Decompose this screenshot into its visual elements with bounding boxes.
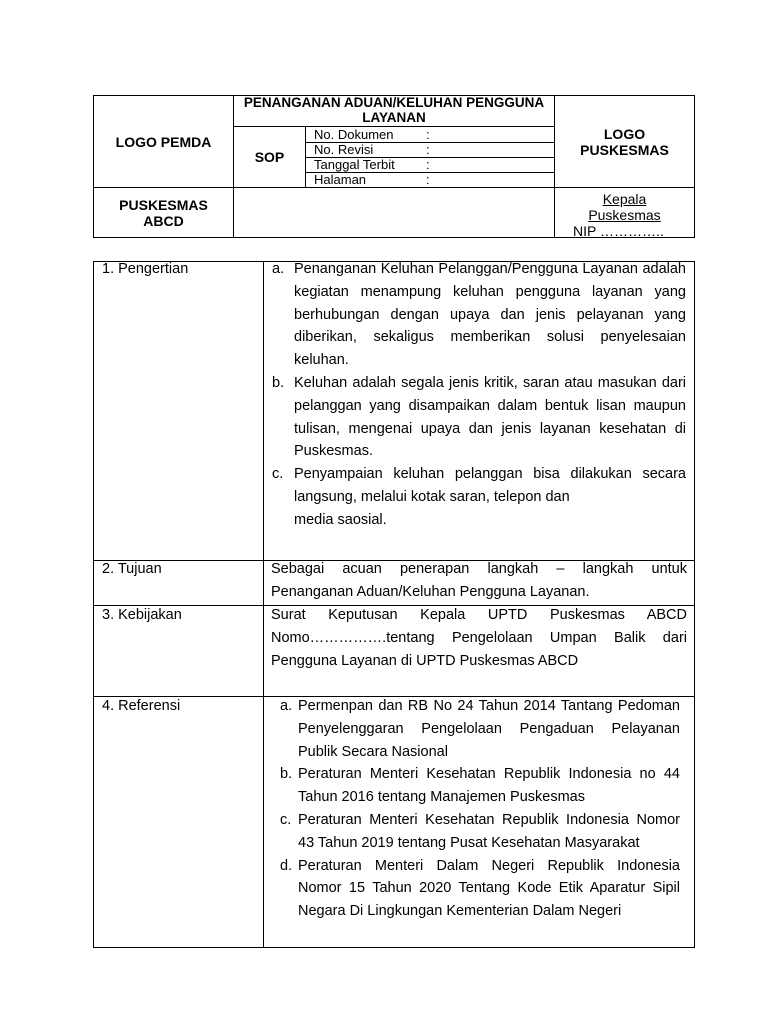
- list-item: [280, 695, 680, 763]
- pengertian-list: [272, 258, 686, 532]
- section-body-kebijakan: Surat Keputusan Kepala UPTD Puskesmas ABCD Nomo…………….tentang Pengelolaan Umpan Balik dari Pengguna Layanan di UPTD Puskesmas ABCD: [271, 607, 687, 669]
- list-marker: a.: [280, 698, 293, 714]
- puskesmas-name-line2: ABCD: [143, 213, 184, 229]
- logo-pemda: LOGO PEMDA: [115, 133, 212, 150]
- nip: NIP …………..: [573, 223, 664, 239]
- kepala-line1: Kepala: [602, 191, 647, 207]
- section-body-tujuan: Sebagai acuan penerapan langkah – langkah untuk Penanganan Aduan/Keluhan Pengguna Layanan.: [271, 561, 687, 600]
- list-item: [272, 258, 686, 372]
- list-marker: b.: [280, 766, 293, 783]
- list-marker: c.: [280, 811, 292, 828]
- list-marker: c.: [272, 466, 284, 483]
- kepala-block: [555, 188, 694, 237]
- meta-value: :: [426, 142, 430, 157]
- list-marker: b.: [272, 374, 285, 391]
- meta-block: [306, 127, 554, 187]
- puskesmas-name-line1: PUSKESMAS: [119, 197, 208, 213]
- list-item-text-continued: media saosial.: [294, 511, 387, 528]
- list-marker: d.: [280, 857, 293, 874]
- section-label-tujuan: 2. Tujuan: [102, 561, 162, 577]
- list-item-text: Peraturan Menteri Kesehatan Republik Indonesia Nomor 43 Tahun 2019 tentang Pusat Kesehatan Masyarakat: [298, 811, 680, 851]
- logo-puskesmas: [555, 96, 694, 187]
- referensi-list: [280, 695, 680, 923]
- section-label-pengertian: 1. Pengertian: [102, 261, 189, 277]
- meta-label: No. Revisi: [314, 142, 374, 157]
- meta-value: :: [426, 172, 430, 187]
- sop-label: SOP: [254, 149, 285, 165]
- logo-puskesmas-line1: LOGO: [603, 126, 646, 142]
- list-item: [272, 372, 686, 463]
- meta-row-tanggal-terbit: [306, 157, 554, 173]
- meta-label: No. Dokumen: [314, 127, 394, 142]
- meta-row-halaman: [306, 172, 554, 188]
- list-item-text: Peraturan Menteri Dalam Negeri Republik Indonesia Nomor 15 Tahun 2020 Tentang Kode Etik Aparatur Sipil Negara Di Lingkungan Kementerian Dalam Negeri: [298, 857, 680, 920]
- document-title: [234, 96, 554, 126]
- meta-label: Tanggal Terbit: [314, 157, 395, 172]
- section-label-kebijakan: 3. Kebijakan: [102, 607, 182, 623]
- list-item: [280, 809, 680, 855]
- meta-row-no-dokumen: [306, 127, 554, 143]
- list-item-text: Penyampaian keluhan pelanggan bisa dilakukan secara langsung, melalui kotak saran, telepon dan: [294, 466, 686, 505]
- puskesmas-name: [94, 188, 233, 237]
- section-label-referensi: 4. Referensi: [102, 698, 181, 714]
- list-item: [280, 763, 680, 809]
- list-item-text: Peraturan Menteri Kesehatan Republik Indonesia no 44 Tahun 2016 tentang Manajemen Puskesmas: [298, 766, 680, 806]
- logo-puskesmas-line2: PUSKESMAS: [580, 142, 669, 158]
- meta-value: :: [426, 157, 430, 172]
- list-marker: a.: [272, 261, 285, 277]
- document-title-text: PENANGANAN ADUAN/KELUHAN PENGGUNA LAYANAN: [243, 95, 545, 125]
- meta-label: Halaman: [314, 172, 367, 187]
- kepala-line2: Puskesmas: [588, 207, 661, 223]
- list-item: [272, 463, 686, 531]
- list-item: [280, 855, 680, 923]
- list-item-text: Keluhan adalah segala jenis kritik, saran atau masukan dari pelanggan yang disampaikan dalam bentuk lisan maupun tulisan, mengenai upaya dan jenis layanan kesehatan di Puskesmas.: [294, 374, 686, 460]
- meta-value: :: [426, 127, 430, 142]
- list-item-text: Penanganan Keluhan Pelanggan/Pengguna Layanan adalah kegiatan menampung keluhan pengguna layanan yang berhubungan dengan upaya dan jenis pelayanan yang diberikan, sekaligus memberikan solusi penyelesaian keluhan.: [294, 261, 686, 369]
- section-body-referensi: [280, 695, 680, 923]
- section-body-pengertian: [272, 258, 686, 532]
- meta-row-no-revisi: [306, 142, 554, 158]
- list-item-text: Permenpan dan RB No 24 Tahun 2014 Tantang Pedoman Penyelenggaran Pengelolaan Pengaduan Pelayanan Publik Secara Nasional: [298, 698, 680, 760]
